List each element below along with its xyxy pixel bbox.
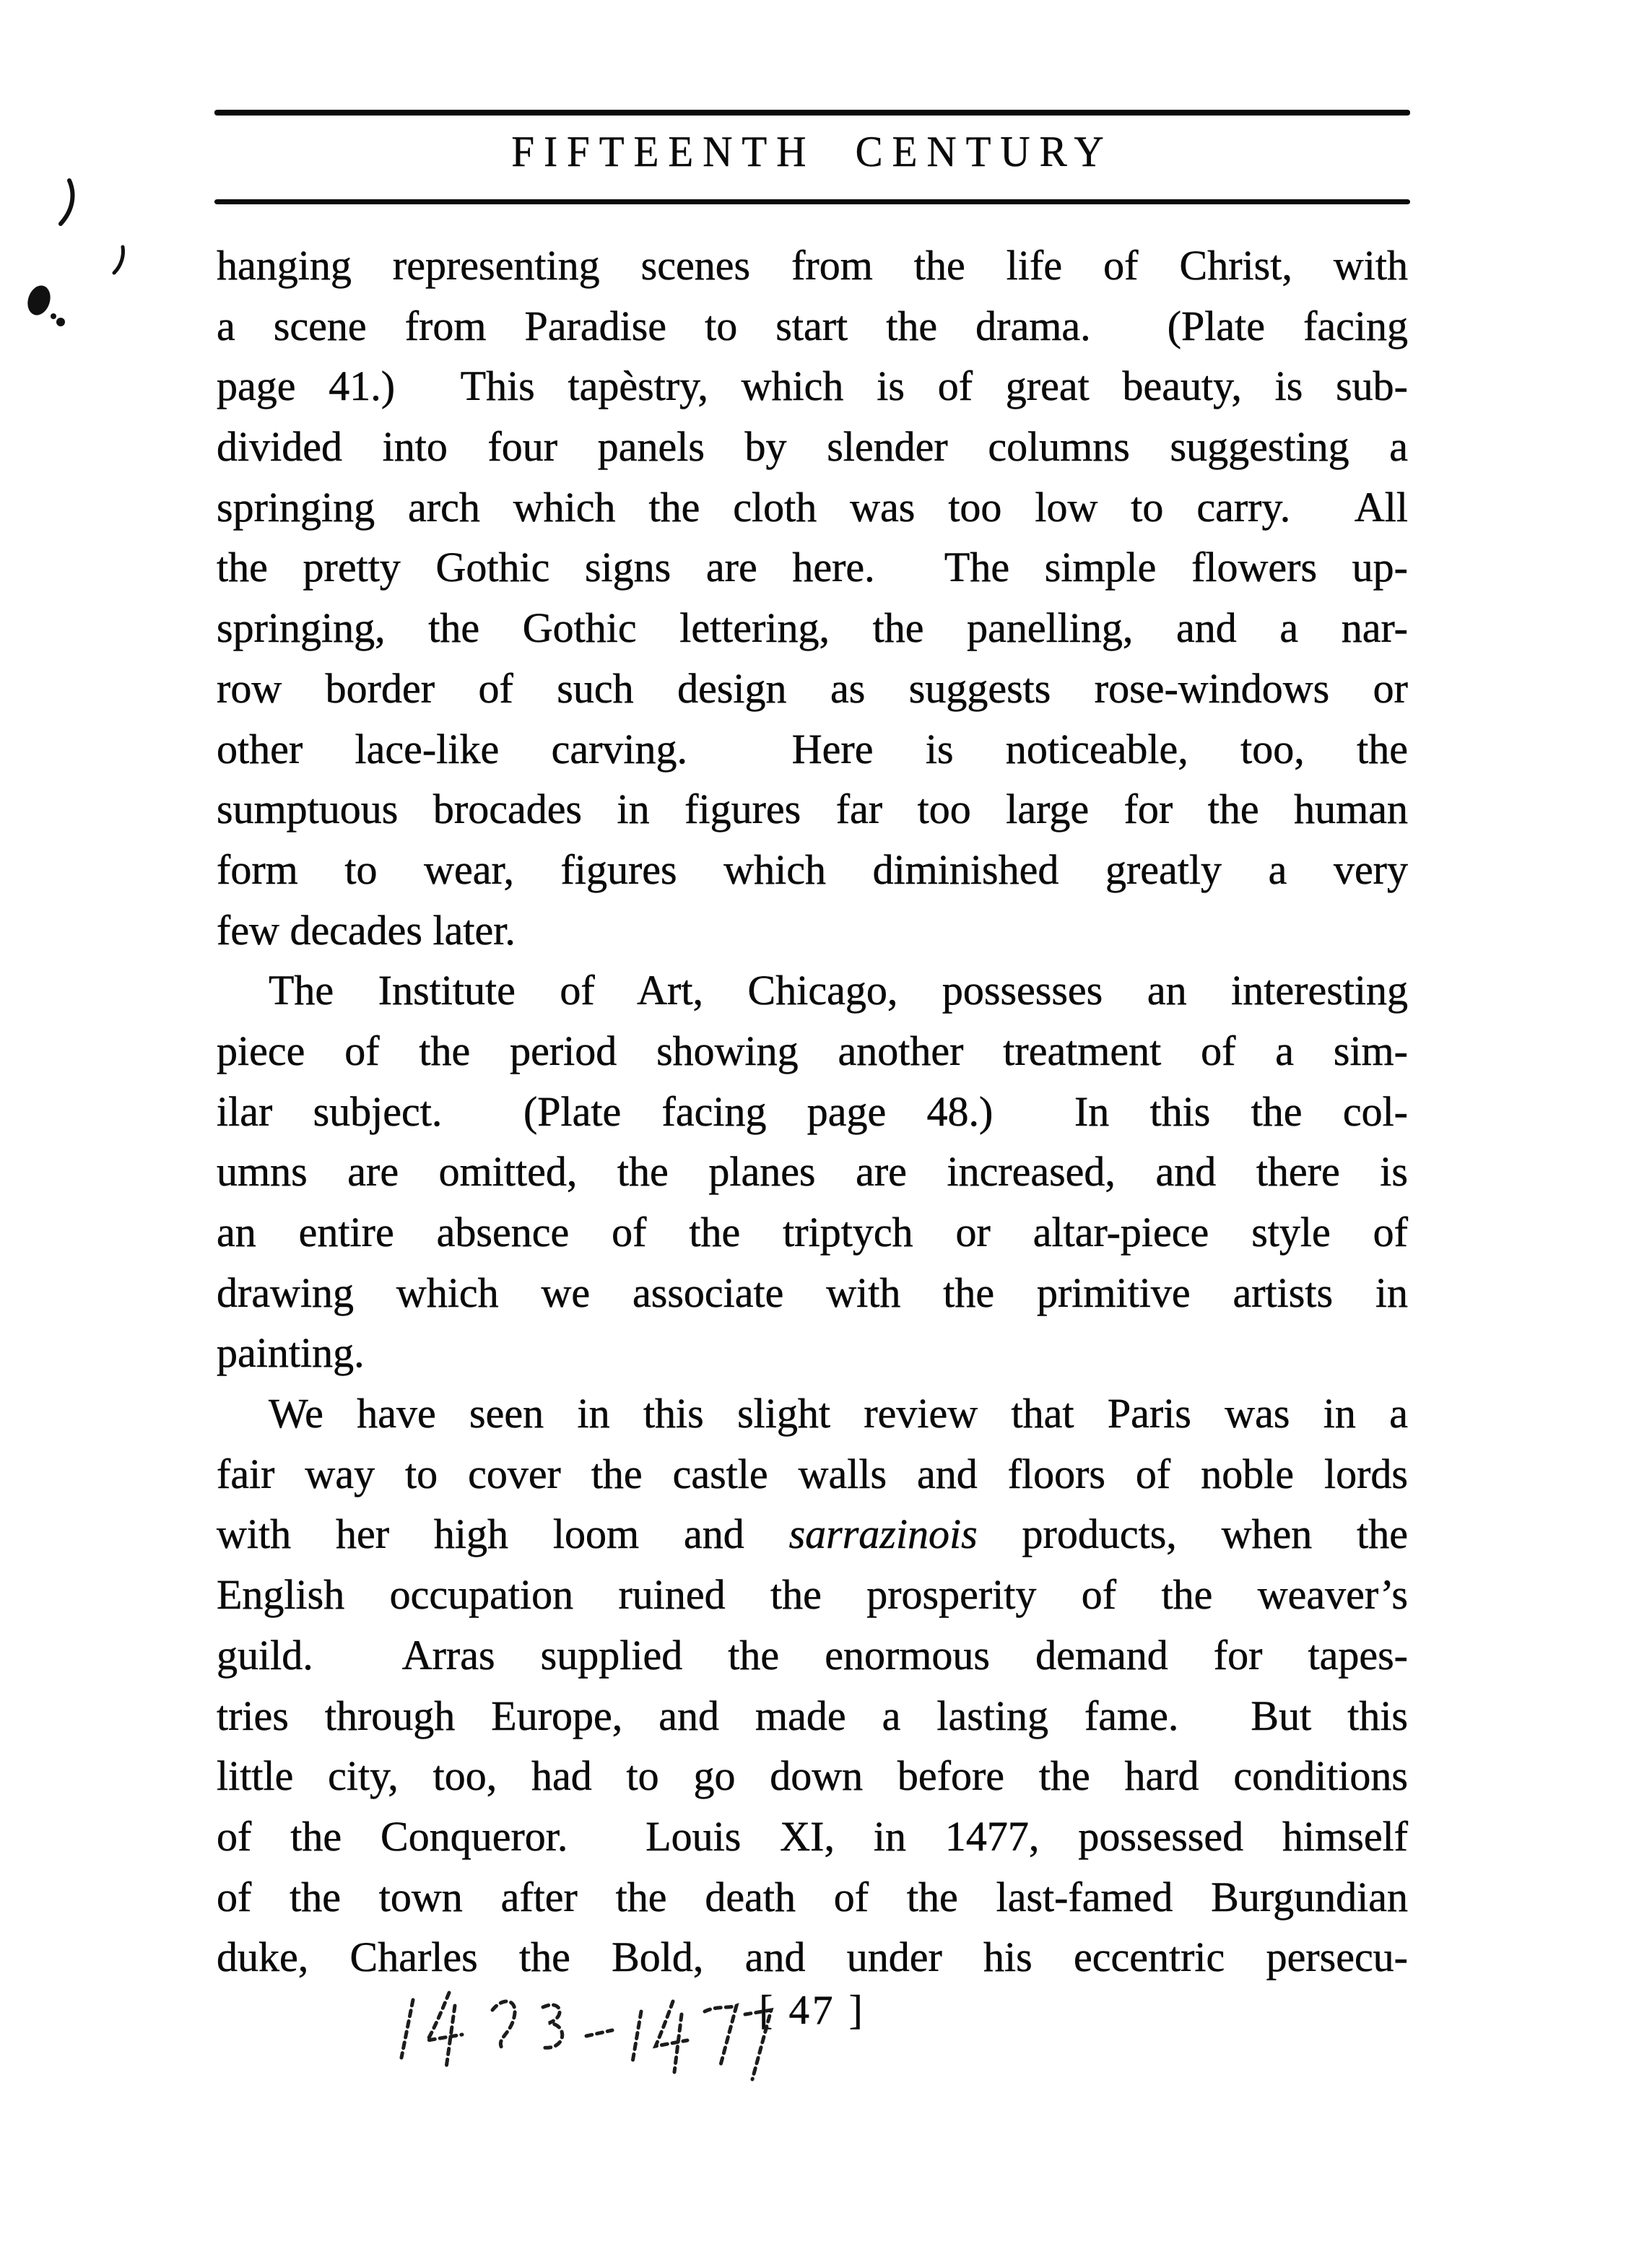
text-line bbox=[217, 840, 1408, 900]
text-segment: few decades later. bbox=[217, 906, 516, 954]
text-line bbox=[217, 960, 1408, 1021]
text-segment: with her high loom and bbox=[217, 1510, 789, 1558]
text-line bbox=[217, 1746, 1408, 1806]
margin-mark-tick bbox=[110, 244, 127, 276]
text-segment: an entire absence of the triptych or altar-piece style of bbox=[217, 1209, 1408, 1256]
text-line bbox=[217, 1383, 1408, 1444]
text-line bbox=[217, 1806, 1408, 1867]
text-line bbox=[217, 900, 1408, 961]
text-line bbox=[217, 1625, 1408, 1686]
text-line bbox=[217, 1082, 1408, 1142]
margin-mark-curve bbox=[52, 178, 78, 228]
text-segment: sumptuous brocades in figures far too large for the human bbox=[217, 786, 1408, 833]
text-segment: little city, too, had to go down before the hard conditions bbox=[217, 1752, 1408, 1800]
text-line bbox=[217, 1565, 1408, 1625]
text-segment: fair way to cover the castle walls and floors of noble lords bbox=[217, 1450, 1408, 1497]
text-segment: piece of the period showing another treatment of a sim- bbox=[217, 1027, 1408, 1074]
text-line bbox=[217, 1686, 1408, 1746]
text-segment: form to wear, figures which diminished greatly a very bbox=[217, 845, 1408, 893]
text-segment: tries through Europe, and made a lasting fame. But this bbox=[217, 1692, 1408, 1739]
text-segment: of the Conqueror. Louis XI, in 1477, possessed himself bbox=[217, 1812, 1408, 1860]
text-segment: guild. Arras supplied the enormous demand for tapes- bbox=[217, 1631, 1408, 1679]
text-line bbox=[217, 1444, 1408, 1505]
text-segment: hanging representing scenes from the life of Christ, with bbox=[217, 242, 1408, 289]
text-segment: The Institute of Art, Chicago, possesses an interesting bbox=[269, 967, 1408, 1014]
handwritten-annotation bbox=[390, 1980, 780, 2110]
text-segment: other lace-like carving. Here is noticeable, too, the bbox=[217, 725, 1408, 773]
text-line bbox=[217, 296, 1408, 357]
text-segment: row border of such design as suggests rose-windows or bbox=[217, 664, 1408, 712]
header-rule-top bbox=[214, 110, 1410, 116]
text-line bbox=[217, 1323, 1408, 1383]
text-segment: painting. bbox=[217, 1329, 365, 1377]
text-segment: drawing which we associate with the primitive artists in bbox=[217, 1269, 1408, 1316]
margin-mark-blot bbox=[23, 283, 74, 334]
text-line bbox=[217, 598, 1408, 658]
text-line bbox=[217, 1021, 1408, 1082]
text-segment: English occupation ruined the prosperity of the weaver’s bbox=[217, 1571, 1408, 1619]
text-line bbox=[217, 1504, 1408, 1565]
text-segment: of the town after the death of the last-famed Burgundian bbox=[217, 1873, 1408, 1920]
text-line bbox=[217, 658, 1408, 719]
text-segment: umns are omitted, the planes are increased, and there is bbox=[217, 1148, 1408, 1196]
text-line bbox=[217, 537, 1408, 598]
text-line bbox=[217, 1927, 1408, 1988]
text-line bbox=[217, 1263, 1408, 1323]
text-segment: We have seen in this slight review that Paris was in a bbox=[269, 1390, 1408, 1437]
text-segment: page 41.) This tapèstry, which is of great beauty, is sub- bbox=[217, 362, 1408, 410]
text-line bbox=[217, 477, 1408, 538]
text-segment: products, when the bbox=[977, 1510, 1408, 1558]
text-line bbox=[217, 779, 1408, 840]
header-rule-bottom bbox=[214, 199, 1410, 204]
text-line bbox=[217, 719, 1408, 780]
italic-term: sarrazinois bbox=[788, 1510, 978, 1558]
text-line bbox=[217, 1867, 1408, 1928]
text-segment: ilar subject. (Plate facing page 48.) In this the col- bbox=[217, 1087, 1408, 1135]
text-segment: the pretty Gothic signs are here. The simple flowers up- bbox=[217, 544, 1408, 591]
page-title: FIFTEENTH CENTURY bbox=[511, 128, 1113, 176]
text-segment: springing, the Gothic lettering, the panelling, and a nar- bbox=[217, 604, 1408, 652]
text-line bbox=[217, 1202, 1408, 1263]
text-segment: divided into four panels by slender columns suggesting a bbox=[217, 423, 1408, 471]
text-segment: a scene from Paradise to start the drama. (Plate facing bbox=[217, 302, 1408, 349]
text-line bbox=[217, 1141, 1408, 1202]
text-segment: springing arch which the cloth was too low to carry. All bbox=[217, 483, 1408, 531]
page-number: [ 47 ] bbox=[759, 1988, 866, 2033]
text-segment: duke, Charles the Bold, and under his eccentric persecu- bbox=[217, 1933, 1408, 1981]
text-line bbox=[217, 235, 1408, 296]
text-line bbox=[217, 356, 1408, 417]
text-line bbox=[217, 417, 1408, 477]
body-text bbox=[217, 235, 1408, 1988]
